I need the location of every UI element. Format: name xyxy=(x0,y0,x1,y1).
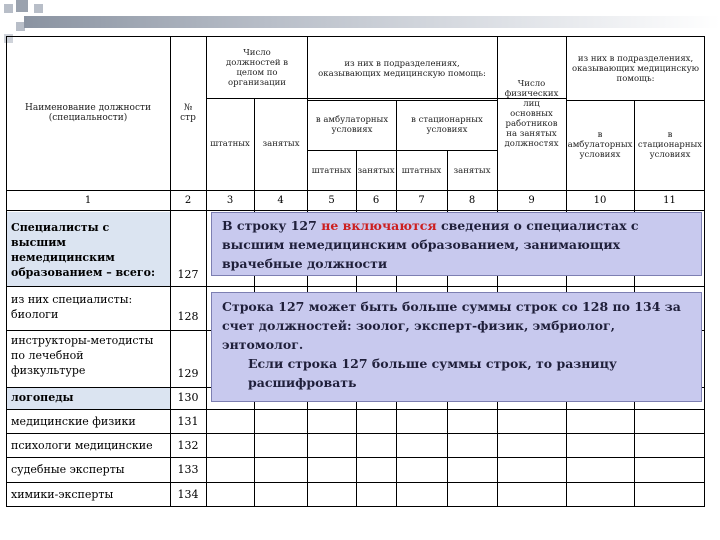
header-occupied-col4: занятых xyxy=(262,139,300,149)
header-staff-col5: штатных xyxy=(311,166,352,176)
row-number-127: 127 xyxy=(177,268,199,281)
column-number-5: 5 xyxy=(328,195,335,206)
header-occupied-col6: занятых xyxy=(357,166,395,176)
header-occupied-col8: занятых xyxy=(453,166,491,176)
note1-prefix: В строку 127 xyxy=(222,218,322,233)
column-number-4: 4 xyxy=(277,195,284,206)
row-number-129: 129 xyxy=(177,367,199,380)
header-positions-total: Число должностей в целом по организации xyxy=(226,48,288,88)
row-name-131: медицинские физики xyxy=(11,415,136,428)
note2-line1: Строка 127 может быть больше суммы строк со 128 по 134 за счет должностей: зоолог, эксперт-физик, эмбриолог, энтомолог. xyxy=(222,299,681,352)
header-staff-col3: штатных xyxy=(210,139,250,149)
row-name-127: Специалисты с высшим немедицинским образованием – всего: xyxy=(11,221,156,279)
column-number-8: 8 xyxy=(468,195,476,206)
row-name-128: из них специалисты: биологи xyxy=(11,293,133,321)
row-name-133: судебные эксперты xyxy=(11,463,125,476)
column-number-9: 9 xyxy=(528,195,535,206)
header-persons-subdivisions: из них в подразделениях, оказывающих медицинскую помощь: xyxy=(571,54,700,84)
column-number-2: 2 xyxy=(184,195,192,206)
column-number-10: 10 xyxy=(593,195,607,206)
header-persons-ambulatory: в амбулаторных условиях xyxy=(567,130,633,160)
column-number-7: 7 xyxy=(418,195,425,206)
header-row-number-column: № стр xyxy=(180,103,196,123)
row-name-130: логопеды xyxy=(11,391,74,404)
header-staff-col7: штатных xyxy=(401,166,442,176)
column-number-6: 6 xyxy=(372,195,380,206)
note1-highlight: не включаются xyxy=(321,218,437,233)
header-persons-stationary: в стационарных условиях xyxy=(637,130,703,160)
row-number-133: 133 xyxy=(177,463,199,476)
row-number-130: 130 xyxy=(177,391,199,404)
header-positions-subdivisions: из них в подразделениях, оказывающих медицинскую помощь: xyxy=(318,59,486,79)
column-number-1: 1 xyxy=(84,195,92,206)
column-number-3: 3 xyxy=(226,195,234,206)
header-ambulatory: в амбулаторных условиях xyxy=(315,115,389,135)
row-name-132: психологи медицинские xyxy=(11,439,153,452)
row-name-134: химики-эксперты xyxy=(11,488,114,501)
row-number-134: 134 xyxy=(177,488,199,501)
note1-suffix: сведения о специалистах с высшим немедицинским образованием, занимающих врачебные должности xyxy=(222,218,639,271)
decorative-top-bar xyxy=(24,16,720,28)
row-number-128: 128 xyxy=(177,310,199,323)
header-stationary: в стационарных условиях xyxy=(411,115,483,135)
header-name-column: Наименование должности (специальности) xyxy=(25,103,151,123)
row-number-132: 132 xyxy=(177,439,199,452)
note2-line2: Если строка 127 больше суммы строк, то разницу расшифровать xyxy=(248,356,617,390)
row-name-129: инструкторы-методисты по лечебной физкультуре xyxy=(11,334,154,377)
column-number-11: 11 xyxy=(663,195,676,206)
note-row-127-sum xyxy=(211,292,702,402)
note-row-127-exclusion xyxy=(211,212,702,276)
header-persons: Число физических лиц основных работников на занятых должностях xyxy=(504,79,559,149)
row-number-131: 131 xyxy=(177,415,199,428)
